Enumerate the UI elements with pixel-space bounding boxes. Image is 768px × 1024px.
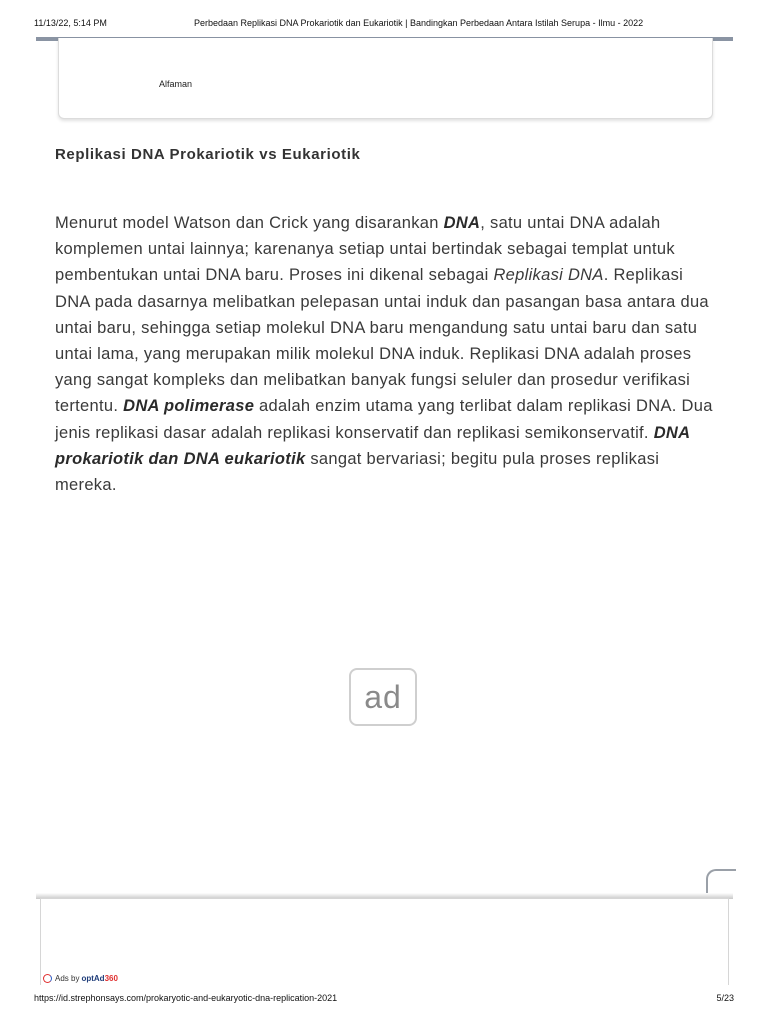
- optad-brand-main: optAd: [81, 974, 105, 983]
- print-page-number: 5/23: [716, 993, 734, 1003]
- section-heading: Replikasi DNA Prokariotik vs Eukariotik: [55, 146, 361, 163]
- paragraph-text-2: , satu untai DNA adalah komplemen untai lainnya; karenanya setiap untai bertindak sebagai templat untuk pembentukan untai DNA baru. Proses ini dikenal sebagai: [55, 214, 675, 285]
- optad-logo-icon: [43, 974, 52, 983]
- bottom-ad-frame[interactable]: [40, 898, 729, 985]
- print-page-title: Perbedaan Replikasi DNA Prokariotik dan Eukariotik | Bandingkan Perbedaan Antara Istilah Serupa - Ilmu - 2022: [194, 18, 644, 28]
- print-url: https://id.strephonsays.com/prokaryotic-and-eukaryotic-dna-replication-2021: [34, 993, 338, 1003]
- article-paragraph: [55, 210, 720, 498]
- paragraph-text-1: Menurut model Watson dan Crick yang disarankan: [55, 214, 444, 232]
- print-datetime: 11/13/22, 5:14 PM: [34, 18, 107, 28]
- paragraph-text-5: sangat bervariasi; begitu pula proses replikasi mereka.: [55, 449, 660, 495]
- author-card: [58, 38, 713, 119]
- bold-term-prokaryotic-eukaryotic: DNA prokariotik dan DNA eukariotik: [55, 423, 690, 468]
- bold-term-dna-polymerase: DNA polimerase: [123, 397, 255, 416]
- author-card-text: Alfaman: [159, 79, 193, 89]
- ads-by-text: Ads by: [55, 974, 80, 983]
- paragraph-text-4: adalah enzim utama yang terlibat dalam replikasi DNA. Dua jenis replikasi dasar adalah replikasi konservatif dan replikasi semikonservatif.: [55, 397, 713, 442]
- ads-by-label[interactable]: [43, 974, 118, 983]
- italic-term-dna-replication: Replikasi DNA: [493, 266, 604, 285]
- print-header: [34, 18, 734, 32]
- optad-brand-suffix: 360: [104, 974, 118, 983]
- ad-placeholder[interactable]: ad: [349, 668, 417, 726]
- bold-term-dna: DNA: [443, 214, 481, 232]
- optad-brand: [81, 974, 117, 983]
- paragraph-text-3: . Replikasi DNA pada dasarnya melibatkan pelepasan untai induk dan pasangan basa antara dua untai baru, sehingga setiap molekul DNA baru mengandung satu untai baru dan satu untai lama, yang merupakan milik molekul DNA induk. Replikasi DNA adalah proses yang sangat kompleks dan melibatkan banyak fungsi seluler dan prosedur verifikasi tertentu.: [55, 266, 709, 416]
